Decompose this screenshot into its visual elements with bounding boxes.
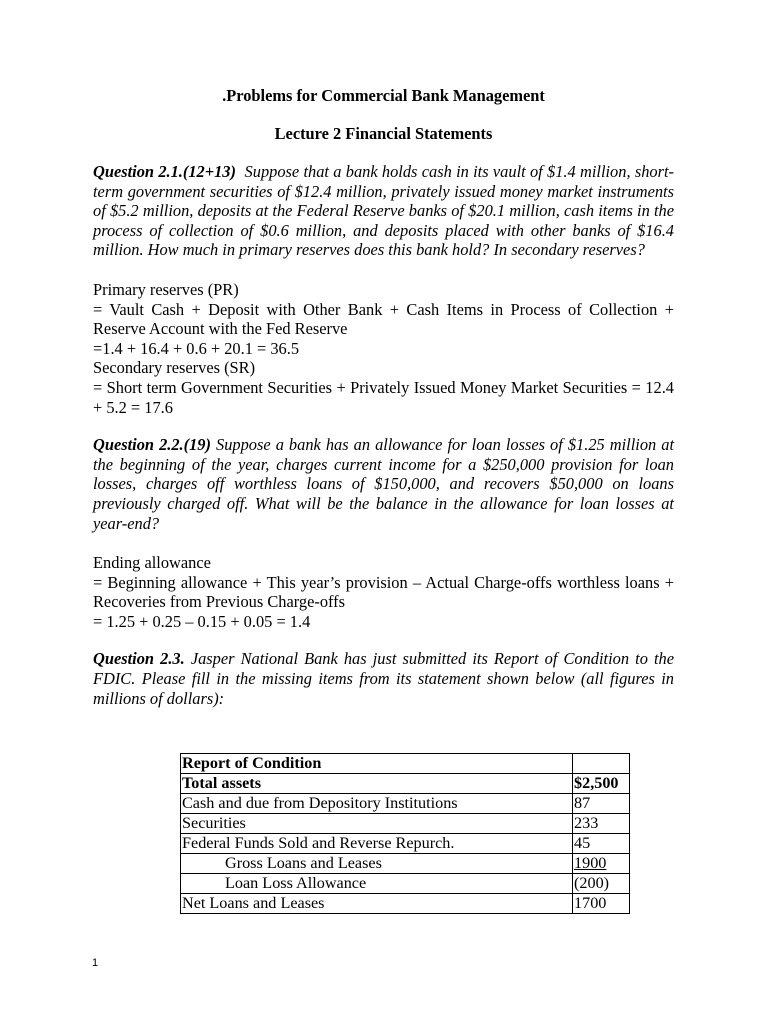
table-row <box>181 774 630 794</box>
row-value: (200) <box>573 874 630 894</box>
secondary-reserves-heading: Secondary reserves (SR) <box>93 358 256 378</box>
table-header-value <box>573 754 630 774</box>
secondary-reserves-formula: = Short term Government Securities + Privately Issued Money Market Securities = 12.4 + 5.2 = 17.6 <box>93 377 674 417</box>
row-value: 1700 <box>573 894 630 914</box>
table-row <box>181 814 630 834</box>
row-label: Cash and due from Depository Institutions <box>181 794 573 814</box>
ending-allowance-calc: = 1.25 + 0.25 – 0.15 + 0.05 = 1.4 <box>93 611 311 631</box>
table-row <box>181 834 630 854</box>
question-2-2-text: Suppose a bank has an allowance for loan losses of $1.25 million at the beginning of the year, charges current income for a $250,000 provision for loan losses, charges off worthless loans of $150,000, and recovers $50,000 on loans previously charged off. What will be the balance in the allowance for loan losses at year-end? <box>93 435 674 533</box>
primary-reserves-calc: =1.4 + 16.4 + 0.6 + 20.1 = 36.5 <box>93 338 300 358</box>
row-value: 233 <box>573 814 630 834</box>
table-row <box>181 894 630 914</box>
question-2-3 <box>93 649 674 708</box>
document-page <box>93 86 674 708</box>
row-label: Loan Loss Allowance <box>181 874 573 894</box>
question-2-3-label: Question 2.3. <box>93 649 185 669</box>
row-value: 45 <box>573 834 630 854</box>
report-of-condition-table <box>180 753 630 914</box>
ending-allowance-heading: Ending allowance <box>93 553 211 573</box>
row-value: $2,500 <box>573 774 630 794</box>
question-2-3-text: Jasper National Bank has just submitted its Report of Condition to the FDIC. Please fill in the missing items from its statement shown below (all figures in millions of dollars): <box>93 649 675 708</box>
row-label: Net Loans and Leases <box>181 894 573 914</box>
primary-reserves-formula: = Vault Cash + Deposit with Other Bank + Cash Items in Process of Collection + Reserve Account with the Fed Reserve <box>93 299 674 339</box>
primary-reserves-heading: Primary reserves (PR) <box>93 279 239 299</box>
table-row <box>181 874 630 894</box>
document-title: .Problems for Commercial Bank Management <box>222 86 545 105</box>
table-row <box>181 794 630 814</box>
table-row <box>181 854 630 874</box>
row-label: Securities <box>181 814 573 834</box>
row-label: Total assets <box>181 774 573 794</box>
question-2-1-text: Suppose that a bank holds cash in its vault of $1.4 million, short-term government securities of $12.4 million, privately issued money market instruments of $5.2 million, deposits at the Federal Reserve banks of $20.1 million, cash items in the process of collection of $0.6 million, and deposits placed with other banks of $16.4 million. How much in primary reserves does this bank hold? In secondary reserves? <box>93 162 674 260</box>
question-2-1 <box>93 162 674 260</box>
ending-allowance-formula: = Beginning allowance + This year’s provision – Actual Charge-offs worthless loans + Recoveries from Previous Charge-offs <box>93 572 674 612</box>
row-value: 1900 <box>573 854 630 874</box>
question-2-2 <box>93 435 674 533</box>
table-header: Report of Condition <box>181 754 573 774</box>
lecture-subtitle: Lecture 2 Financial Statements <box>274 124 493 143</box>
row-value: 87 <box>573 794 630 814</box>
row-label: Federal Funds Sold and Reverse Repurch. <box>181 834 573 854</box>
page-number: 1 <box>92 957 99 969</box>
question-2-1-label: Question 2.1.(12+13) <box>93 162 236 181</box>
question-2-2-label: Question 2.2.(19) <box>93 435 211 455</box>
row-label: Gross Loans and Leases <box>181 854 573 874</box>
table-header-row <box>181 754 630 774</box>
